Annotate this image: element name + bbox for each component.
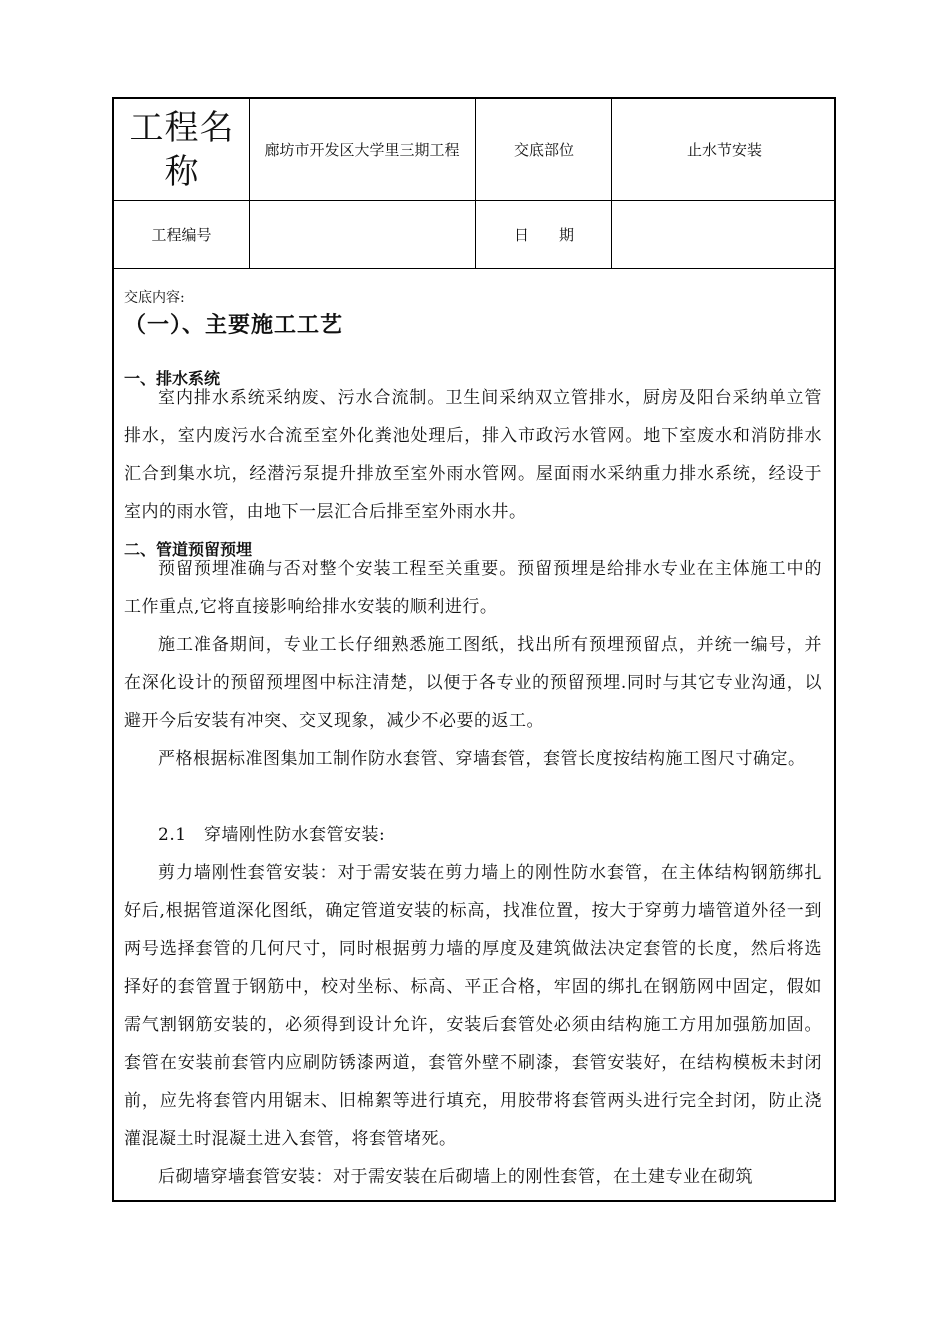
- subsection-paragraph-2: 后砌墙穿墙套管安装：对于需安装在后砌墙上的刚性套管，在土建专业在砌筑: [158, 1167, 753, 1187]
- section2-paragraph-3: 严格根据标准图集加工制作防水套管、穿墙套管，套管长度按结构施工图尺寸确定。: [158, 749, 806, 769]
- col-divider-1: [249, 99, 250, 268]
- section2-paragraph-2: 施工准备期间，专业工长仔细熟悉施工图纸，找出所有预埋预留点，并统一编号，并在深化设计的预留预埋图中标注清楚，以便于各专业的预留预埋.同时与其它专业沟通，以避开今后安装有冲突、交叉现象，减少不必要的返工。: [124, 635, 822, 731]
- section1-paragraph: 室内排水系统采纳废、污水合流制。卫生间采纳双立管排水，厨房及阳台采纳单立管排水，室内废污水合流至室外化粪池处理后，排入市政污水管网。地下室废水和消防排水汇合到集水坑，经潜污泵提升排放至室外雨水管网。屋面雨水采纳重力排水系统，经设于室内的雨水管，由地下一层汇合后排至室外雨水井。: [124, 388, 822, 522]
- row-divider-2: [114, 268, 834, 269]
- disclosure-part-label: 交底部位: [513, 140, 574, 159]
- project-no-label: 工程编号: [151, 225, 212, 244]
- section1-heading: 一、排水系统: [124, 369, 221, 388]
- content-label: 交底内容:: [124, 290, 185, 306]
- disclosure-part-value: 止水节安装: [686, 140, 762, 159]
- project-no-value: [251, 201, 475, 268]
- project-name-value: 廊坊市开发区大学里三期工程: [264, 140, 460, 159]
- main-heading: （一）、主要施工工艺: [124, 313, 344, 338]
- col-divider-2: [475, 99, 476, 268]
- subsection-paragraph-1: 剪力墙刚性套管安装：对于需安装在剪力墙上的刚性防水套管，在主体结构钢筋绑扎好后,根据管道深化图纸，确定管道安装的标高，找准位置，按大于穿剪力墙管道外径一到两号选择套管的几何尺寸，同时根据剪力墙的厚度及建筑做法决定套管的长度，然后将选择好的套管置于钢筋中，校对坐标、标高、平正合格，牢固的绑扎在钢筋网中固定，假如需气割钢筋安装的，必须得到设计允许，安装后套管处必须由结构施工方用加强筋加固。套管在安装前套管内应刷防锈漆两道，套管外壁不刷漆，套管安装好，在结构模板未封闭前，应先将套管内用锯末、旧棉絮等进行填充，用胶带将套管两头进行完全封闭，防止浇灌混凝土时混凝土进入套管，将套管堵死。: [124, 863, 822, 1149]
- project-name-label: 工程名称: [129, 107, 235, 192]
- section2-heading: 二、管道预留预埋: [124, 540, 253, 559]
- col-divider-3: [611, 99, 612, 268]
- section2-paragraph-1: 预留预埋准确与否对整个安装工程至关重要。预留预埋是给排水专业在主体施工中的工作重点,它将直接影响给排水安装的顺利进行。: [124, 559, 822, 617]
- subsection-heading: 2.1 穿墙刚性防水套管安装:: [158, 825, 386, 845]
- technical-disclosure-form: [112, 97, 836, 1202]
- date-label: 日 期: [513, 225, 574, 244]
- date-value: [613, 201, 836, 268]
